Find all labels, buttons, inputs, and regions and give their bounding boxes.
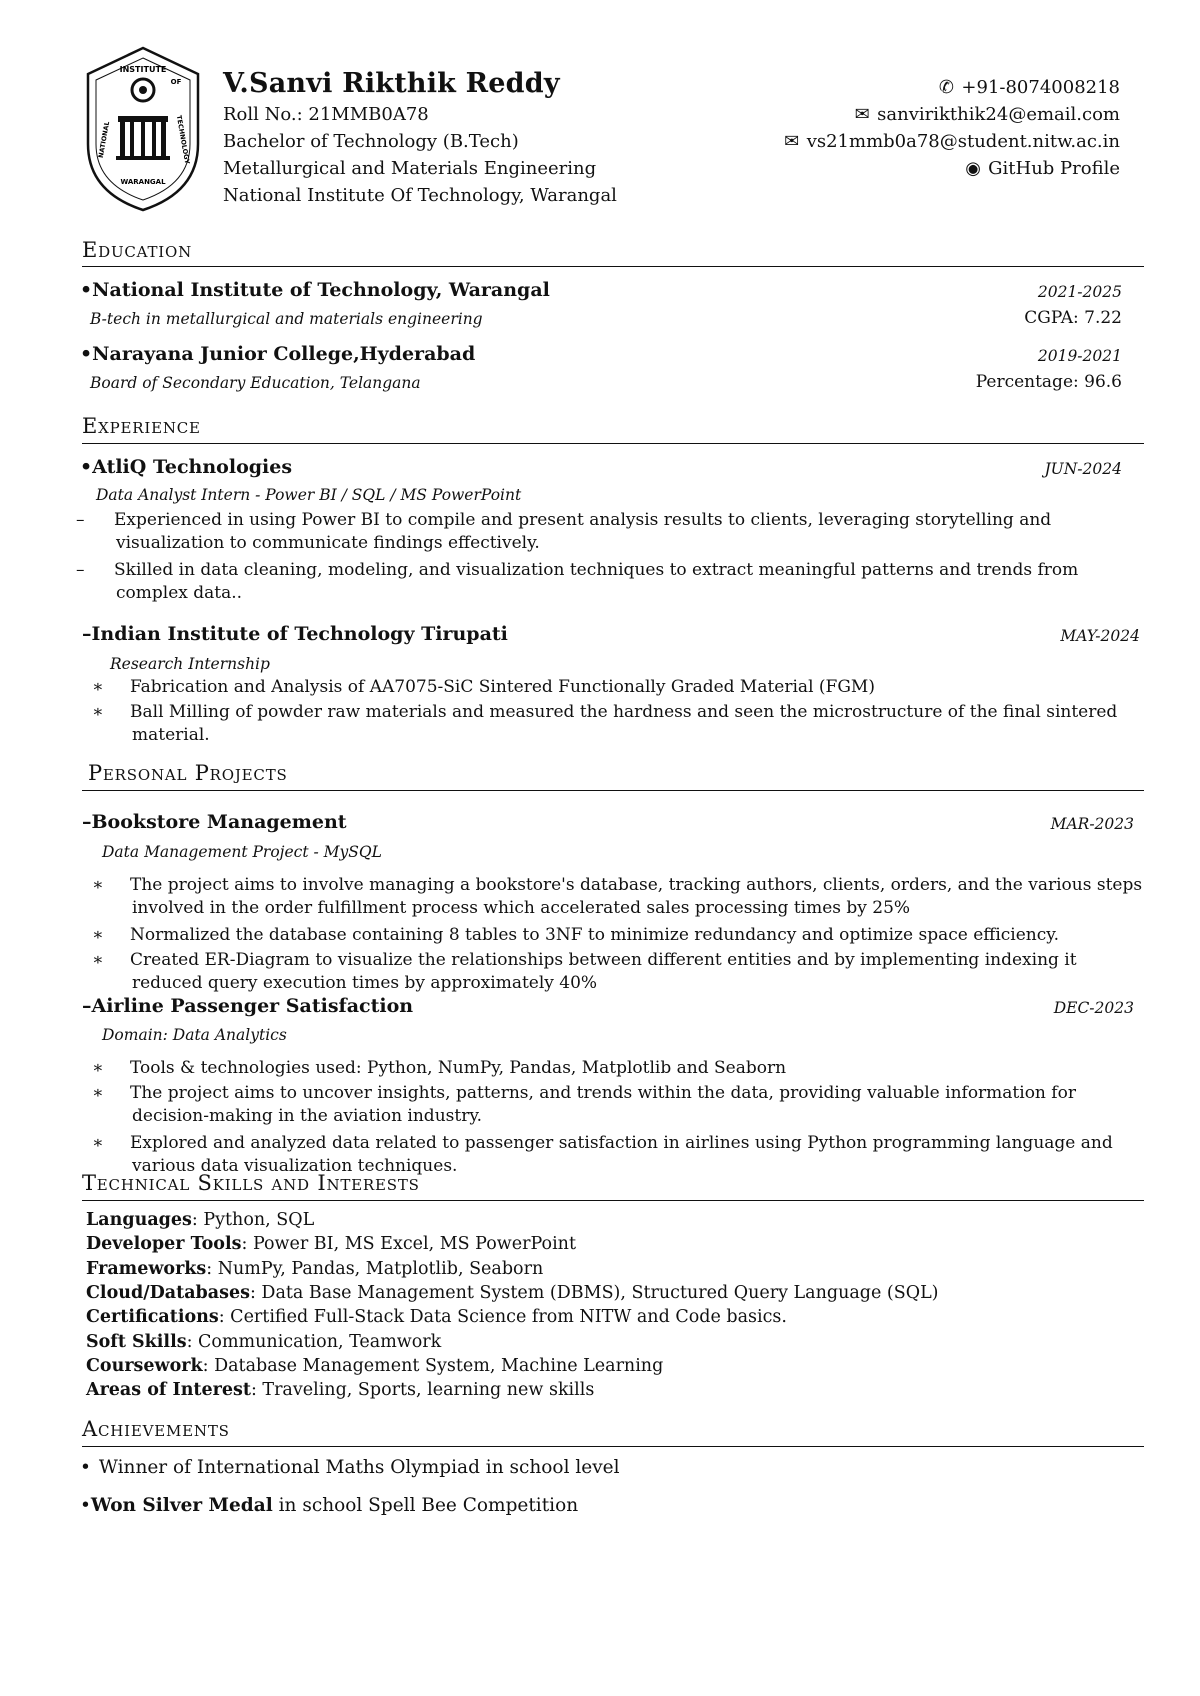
project-name: –Bookstore Management — [82, 811, 347, 833]
project-bullet: ∗ Tools & technologies used: Python, NumPy, Pandas, Matplotlib and Seaborn — [92, 1058, 787, 1078]
envelope-icon: ✉ — [784, 131, 800, 152]
logo-text-right: TECHNOLOGY — [174, 114, 192, 165]
section-title-education: Education — [82, 238, 193, 262]
project-name: –Airline Passenger Satisfaction — [82, 995, 414, 1017]
institute-logo — [80, 44, 206, 214]
degree: Bachelor of Technology (B.Tech) — [223, 131, 519, 152]
project-subtitle: Data Management Project - MySQL — [102, 843, 382, 861]
project-bullet: ∗ Explored and analyzed data related to passenger satisfaction in airlines using Python programming language and various data visualization techniques. — [92, 1133, 1113, 1176]
experience-role: Research Internship — [110, 655, 270, 673]
education-school: •Narayana Junior College,Hyderabad — [80, 343, 476, 365]
skill-row: Coursework: Database Management System, Machine Learning — [86, 1356, 664, 1376]
skill-row: Developer Tools: Power BI, MS Excel, MS PowerPoint — [86, 1234, 576, 1254]
project-bullet: ∗ The project aims to uncover insights, patterns, and trends within the data, providing valuable information for decision-making in the aviation industry. — [92, 1083, 1076, 1126]
section-rule — [82, 266, 1144, 267]
logo-text-top: INSTITUTE — [119, 65, 167, 74]
project-bullet: ∗ The project aims to involve managing a bookstore's database, tracking authors, clients, orders, and the various steps involved in the order fulfillment process which accelerated sales processing times by 25% — [92, 875, 1143, 918]
github-link[interactable]: ◉ GitHub Profile — [964, 155, 1120, 182]
project-dates: DEC-2023 — [1053, 999, 1134, 1017]
project-subtitle: Domain: Data Analytics — [102, 1026, 287, 1044]
github-icon: ◉ — [965, 158, 981, 179]
skill-row: Certifications: Certified Full-Stack Data Science from NITW and Code basics. — [86, 1307, 787, 1327]
section-rule — [82, 1446, 1144, 1447]
envelope-icon: ✉ — [854, 104, 870, 125]
education-dates: 2021-2025 — [1037, 283, 1122, 301]
achievement-item: •Won Silver Medal in school Spell Bee Competition — [80, 1495, 579, 1516]
project-dates: MAR-2023 — [1050, 815, 1134, 833]
achievement-item: • Winner of International Maths Olympiad in school level — [80, 1457, 620, 1478]
skill-row: Soft Skills: Communication, Teamwork — [86, 1332, 442, 1352]
education-program: Board of Secondary Education, Telangana — [90, 374, 421, 392]
experience-role: Data Analyst Intern - Power BI / SQL / MS PowerPoint — [96, 486, 522, 504]
education-score: CGPA: 7.22 — [1024, 308, 1122, 328]
education-score: Percentage: 96.6 — [975, 372, 1122, 392]
section-title-skills: Technical Skills and Interests — [82, 1171, 420, 1195]
institute: National Institute Of Technology, Warangal — [223, 185, 617, 206]
experience-dates: MAY-2024 — [1060, 627, 1140, 645]
skill-row: Cloud/Databases: Data Base Management System (DBMS), Structured Query Language (SQL) — [86, 1283, 939, 1303]
phone-icon: ✆ — [938, 77, 954, 98]
section-rule — [82, 1200, 1144, 1201]
section-rule — [82, 443, 1144, 444]
skill-row: Frameworks: NumPy, Pandas, Matplotlib, Seaborn — [86, 1259, 544, 1279]
roll-number: Roll No.: 21MMB0A78 — [223, 104, 429, 125]
candidate-name: V.Sanvi Rikthik Reddy — [223, 68, 560, 99]
logo-text-left: NATIONAL — [96, 120, 112, 159]
skill-row: Languages: Python, SQL — [86, 1210, 315, 1230]
experience-bullet: – Skilled in data cleaning, modeling, and visualization techniques to extract meaningful patterns and trends from complex data.. — [76, 560, 1079, 603]
branch: Metallurgical and Materials Engineering — [223, 158, 597, 179]
logo-text-of: OF — [170, 78, 182, 86]
project-bullet: ∗ Normalized the database containing 8 tables to 3NF to minimize redundancy and optimize space efficiency. — [92, 925, 1060, 945]
project-bullet: ∗ Created ER-Diagram to visualize the relationships between different entities and by implementing indexing it reduced query execution times by approximately 40% — [92, 950, 1077, 993]
section-title-achievements: Achievements — [82, 1417, 230, 1441]
experience-org: –Indian Institute of Technology Tirupati — [82, 623, 508, 645]
section-title-experience: Experience — [82, 414, 201, 438]
contact-phone[interactable]: ✆ +91-8074008218 — [937, 74, 1120, 101]
education-program: B-tech in metallurgical and materials engineering — [90, 310, 483, 328]
skill-row: Areas of Interest: Traveling, Sports, learning new skills — [86, 1380, 595, 1400]
experience-bullet: – Experienced in using Power BI to compile and present analysis results to clients, leveraging storytelling and visualization to communicate findings effectively. — [76, 510, 1052, 553]
experience-bullet: ∗ Ball Milling of powder raw materials and measured the hardness and seen the microstructure of the final sintered material. — [92, 702, 1118, 745]
education-dates: 2019-2021 — [1037, 347, 1122, 365]
section-title-projects: Personal Projects — [88, 761, 288, 785]
contact-email-student[interactable]: ✉ vs21mmb0a78@student.nitw.ac.in — [783, 128, 1120, 155]
experience-bullet: ∗ Fabrication and Analysis of AA7075-SiC Sintered Functionally Graded Material (FGM) — [92, 677, 875, 697]
logo-text-bottom: WARANGAL — [120, 178, 166, 186]
experience-dates: JUN-2024 — [1044, 460, 1122, 478]
section-rule — [82, 790, 1144, 791]
contact-email-personal[interactable]: ✉ sanvirikthik24@email.com — [853, 101, 1120, 128]
education-school: •National Institute of Technology, Warangal — [80, 279, 550, 301]
experience-org: •AtliQ Technologies — [80, 456, 293, 478]
